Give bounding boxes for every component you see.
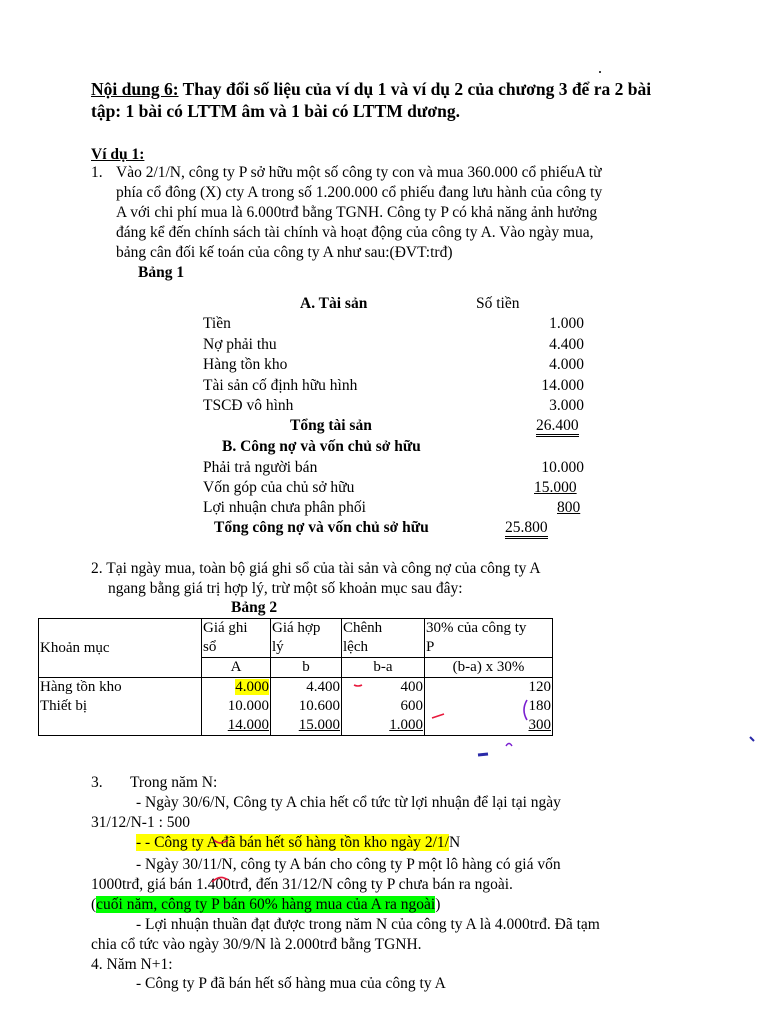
ink-stroke-blue [750, 737, 754, 741]
ink-stroke-purple [524, 700, 527, 720]
header-label: Nội dung 6: [91, 79, 179, 99]
ink-stroke-red [214, 840, 228, 843]
para3-line-3b: 1000trđ, giá bán 1.400trđ, đến 31/12/N công ty P chưa bán ra ngoài. [91, 876, 513, 893]
table1-section-a: A. Tài sản [300, 295, 368, 312]
para3-line-2: - - Công ty A đã bán hết số hàng tồn kho ngày 2/1/N [136, 834, 461, 851]
asset-name: Nợ phải thu [203, 336, 277, 353]
asset-value: 4.400 [549, 336, 584, 353]
para3-line-1a: - Ngày 30/6/N, Công ty A chia hết cổ tức từ lợi nhuận để lại tại ngày [136, 794, 561, 811]
header-line-2: tập: 1 bài có LTTM âm và 1 bài có LTTM dương. [91, 101, 460, 121]
row-item: Hàng tồn kho [39, 678, 202, 698]
sub-b: b [271, 658, 342, 678]
table1-caption: Bảng 1 [138, 264, 185, 281]
col-diff-header: Chênh lệch [342, 619, 425, 658]
ink-stroke-blue [478, 754, 488, 755]
asset-value: 14.000 [541, 377, 584, 394]
liability-name: Lợi nhuận chưa phân phối [203, 499, 366, 516]
table1-section-b: B. Công nợ và vốn chủ sở hữu [222, 438, 421, 455]
total-fair: 15.000 [271, 716, 342, 736]
para4-line-1: - Công ty P đã bán hết số hàng mua của công ty A [136, 975, 446, 992]
asset-name: Tài sản cố định hữu hình [203, 377, 358, 394]
ink-stroke-purple [506, 744, 512, 747]
row-diff: 600 [342, 697, 425, 716]
liability-value: 800 [557, 499, 581, 516]
para1-line-4: đáng kể đến chính sách tài chính và hoạt động của công ty A. Vào ngày mua, [116, 224, 594, 241]
sub-formula: (b-a) x 30% [425, 658, 553, 678]
para1-line-5: bảng cân đối kế toán của công ty A như sau:(ĐVT:trđ) [116, 244, 453, 261]
total-liab-value: 25.800 [505, 518, 548, 538]
sub-a: A [202, 658, 271, 678]
total-book: 14.000 [202, 716, 271, 736]
ink-stroke-red [354, 685, 362, 686]
header-text-1: Thay đổi số liệu của ví dụ 1 và ví dụ 2 của chương 3 để ra 2 bài [178, 79, 652, 99]
total-pct: 300 [425, 716, 553, 736]
row-fair: 10.600 [271, 697, 342, 716]
row-pct: 120 [425, 678, 553, 698]
row-pct: 180 [425, 697, 553, 716]
para3-line-1b: 31/12/N-1 : 500 [91, 814, 191, 831]
col-fair-header: Giá hợp lý [271, 619, 342, 658]
ink-stroke-red [432, 714, 444, 718]
col-book-header: Giá ghi sổ [202, 619, 271, 658]
sub-ba: b-a [342, 658, 425, 678]
asset-value: 4.000 [549, 356, 584, 373]
liability-value: 15.000 [534, 479, 577, 496]
table1-amount-header: Số tiền [476, 295, 520, 312]
para1-line-3: A với chi phí mua là 6.000trđ bằng TGNH. Công ty P có khả năng ảnh hưởng [116, 204, 598, 221]
para2-line-1: 2. Tại ngày mua, toàn bộ giá ghi sổ của tài sản và công nợ của công ty A [91, 560, 541, 577]
para3-number: 3. [91, 774, 103, 791]
row-book: 10.000 [202, 697, 271, 716]
liability-value: 10.000 [541, 459, 584, 476]
example-title: Ví dụ 1: [91, 146, 145, 163]
row-book: 4.000 [202, 678, 271, 698]
table2-caption: Bảng 2 [231, 599, 278, 616]
row-item: Thiết bị [39, 697, 202, 716]
total-liab-label: Tổng công nợ và vốn chủ sở hữu [214, 519, 429, 536]
liability-name: Vốn góp của chủ sở hữu [203, 479, 355, 496]
asset-value: 3.000 [549, 397, 584, 414]
row-diff: 400 [342, 678, 425, 698]
para3-line-5b: chia cổ tức vào ngày 30/9/N là 2.000trđ bằng TGNH. [91, 936, 422, 953]
asset-name: TSCĐ vô hình [203, 397, 294, 414]
para1-number: 1. [91, 164, 103, 181]
total-assets-value: 26.400 [536, 416, 579, 436]
para3-line-4: (cuối năm, công ty P bán 60% hàng mua của A ra ngoài) [91, 896, 441, 913]
para3-line-5a: - Lợi nhuận thuần đạt được trong năm N của công ty A là 4.000trđ. Đã tạm [136, 916, 600, 933]
para2-line-2: ngang bằng giá trị hợp lý, trừ một số khoản mục sau đây: [108, 580, 463, 597]
liability-name: Phải trả người bán [203, 459, 318, 476]
para3-heading: Trong năm N: [130, 774, 218, 791]
asset-name: Hàng tồn kho [203, 356, 288, 373]
col-pct-header: 30% của công ty P [425, 619, 553, 658]
total-diff: 1.000 [342, 716, 425, 736]
ink-dot [599, 71, 601, 73]
para4-heading: 4. Năm N+1: [91, 956, 173, 973]
asset-value: 1.000 [549, 315, 584, 332]
row-fair: 4.400 [271, 678, 342, 698]
para1-line-1: Vào 2/1/N, công ty P sở hữu một số công ty con và mua 360.000 cổ phiếuA từ [116, 164, 602, 181]
total-assets-label: Tổng tài sản [290, 417, 372, 434]
col-item-header: Khoản mục [39, 619, 202, 678]
para1-line-2: phía cổ đông (X) cty A trong số 1.200.000 cổ phiếu đang lưu hành của công ty [116, 184, 603, 201]
para3-line-3a: - Ngày 30/11/N, công ty A bán cho công ty P một lô hàng có giá vốn [136, 856, 561, 873]
ink-stroke-red [212, 877, 228, 882]
asset-name: Tiền [203, 315, 231, 332]
